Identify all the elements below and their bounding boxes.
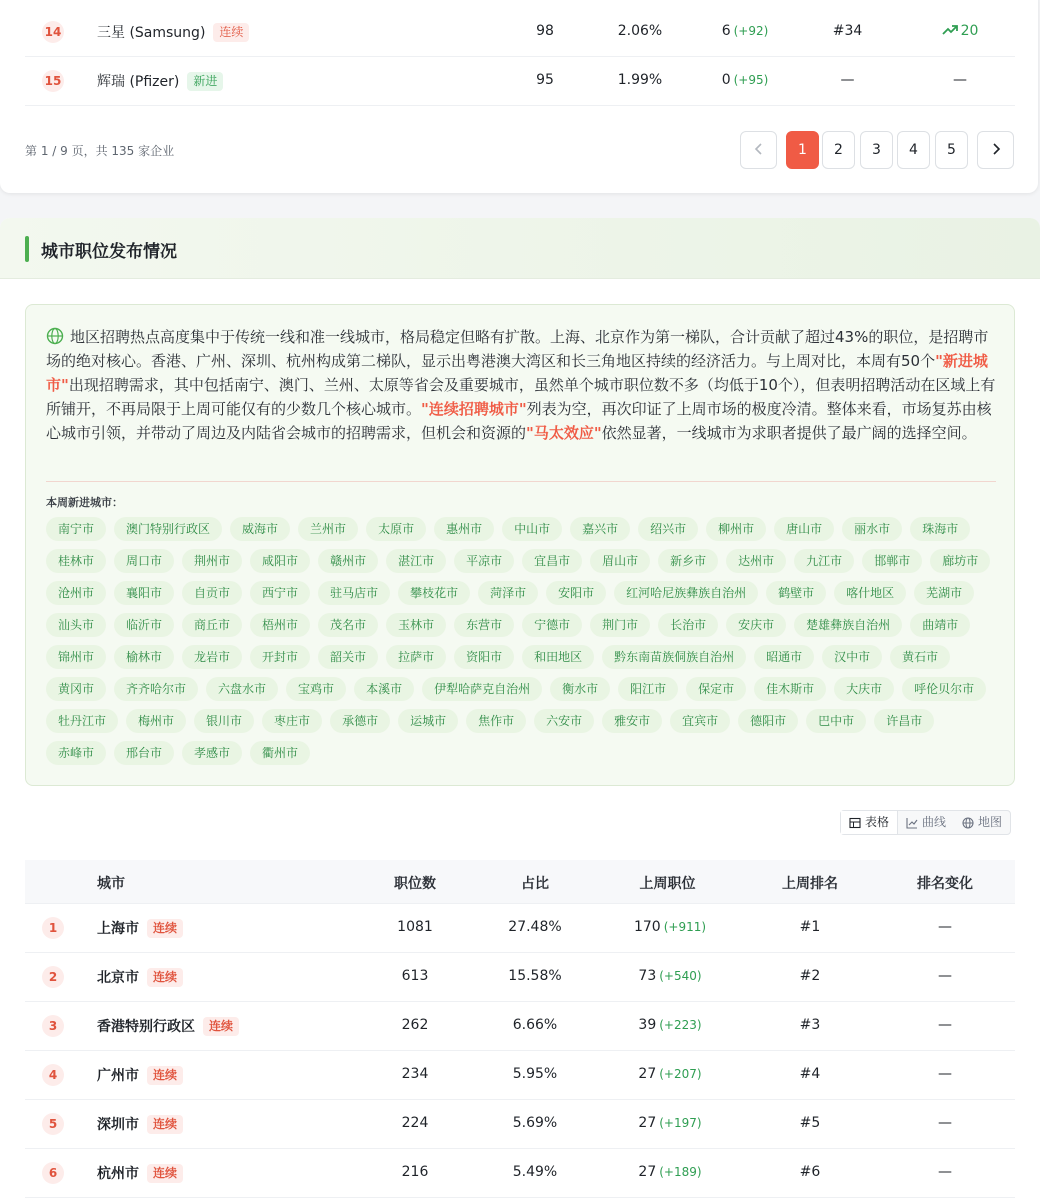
rank-badge: 3 [42,1015,64,1037]
col-header-change[interactable]: 排名变化 [917,876,973,892]
highlight-matthew-effect: "马太效应" [526,424,602,442]
city-chip[interactable]: 东营市 [454,613,514,637]
city-chip[interactable]: 兰州市 [298,517,358,541]
rank-change: — [938,1164,952,1180]
city-chip[interactable]: 眉山市 [590,549,650,573]
city-chip[interactable]: 佳木斯市 [754,677,826,701]
jobs-delta: (+223) [659,1018,702,1032]
city-chip[interactable]: 齐齐哈尔市 [114,677,198,701]
last-week-jobs [615,1066,725,1082]
jobs-count: 613 [401,968,429,984]
table-row[interactable] [25,8,1015,57]
rank-change: — [938,1115,952,1131]
city-name [97,1114,183,1134]
share-value: 2.06% [617,23,663,39]
city-chip[interactable]: 曲靖市 [910,613,970,637]
view-map-tab[interactable] [954,811,1010,834]
city-chip[interactable]: 芜湖市 [914,581,974,605]
page-button-1[interactable]: 1 [786,131,819,169]
city-chip[interactable]: 唐山市 [774,517,834,541]
page-button-3[interactable]: 3 [860,131,893,169]
table-row[interactable] [25,1051,1015,1100]
status-badge: 连续 [147,1066,183,1085]
city-name-text: 深圳市 [97,1117,139,1133]
status-badge: 连续 [147,1115,183,1134]
city-chip[interactable]: 驻马店市 [318,581,390,605]
city-chip[interactable]: 巴中市 [806,709,866,733]
city-chip[interactable]: 大庆市 [834,677,894,701]
jobs-delta: (+540) [659,969,702,983]
new-cities-list [46,517,996,765]
last-week-rank: #4 [799,1066,821,1082]
page-button-4[interactable]: 4 [897,131,930,169]
city-chip[interactable]: 赤峰市 [46,741,106,765]
col-header-jobs[interactable]: 职位数 [394,876,436,892]
city-chip[interactable]: 孝感市 [182,741,242,765]
col-header-last-jobs[interactable]: 上周职位 [639,876,696,892]
city-chip[interactable]: 安庆市 [726,613,786,637]
city-chip[interactable]: 临沂市 [114,613,174,637]
city-chip[interactable]: 衢州市 [250,741,310,765]
rank-badge: 2 [42,966,64,988]
city-chip[interactable]: 沧州市 [46,581,106,605]
city-chip[interactable]: 澳门特别行政区 [114,517,222,541]
section-header [0,218,1040,279]
last-week-rank: #5 [799,1115,821,1131]
city-chip[interactable]: 周口市 [114,549,174,573]
city-name-text: 北京市 [97,970,139,986]
city-chip[interactable]: 汕头市 [46,613,106,637]
company-name [97,71,223,91]
chevron-left-icon [754,142,764,156]
city-name [97,1163,183,1183]
city-summary-box [25,304,1015,786]
last-week-jobs-value: 170 [633,919,661,935]
company-name-text: 三星 (Samsung) [97,25,206,41]
section-accent-bar [25,236,29,262]
jobs-count: 262 [401,1017,429,1033]
city-chip[interactable]: 梧州市 [250,613,310,637]
city-chip[interactable]: 德阳市 [738,709,798,733]
summary-part: 依然显著，一线城市为求职者提供了最广阔的选择空间。 [601,424,977,442]
share-value: 6.66% [512,1017,558,1033]
last-week-rank: #3 [799,1017,821,1033]
city-chip[interactable]: 菏泽市 [478,581,538,605]
status-badge: 连续 [203,1017,239,1036]
last-week-rank: #34 [832,23,863,39]
city-chip[interactable]: 九江市 [794,549,854,573]
share-value: 1.99% [617,72,663,88]
jobs-count: 216 [401,1164,429,1180]
city-chip[interactable]: 中山市 [502,517,562,541]
city-chip[interactable]: 宜宾市 [670,709,730,733]
summary-part: 列表为空，再次印证了上周市场的极度冷清。整体来看，市场复苏由核心城市引领，并带动了周边及内陆省会城市的招聘需求，但机会和资源的 [46,400,992,442]
city-chip[interactable]: 珠海市 [910,517,970,541]
rank-badge: 5 [42,1113,64,1135]
summary-part: 地区招聘热点高度集中于传统一线和准一线城市，格局稳定但略有扩散。上海、北京作为第一梯队，合计贡献了超过43%的职位，是招聘市场的绝对核心。香港、广州、深圳、杭州构成第二梯队，显示出粤港澳大湾区和长三角地区持续的经济活力。与上周对比，本周有50个 [46,328,989,370]
city-name [97,1016,239,1036]
city-chip[interactable]: 黄冈市 [46,677,106,701]
city-chip[interactable]: 丽水市 [842,517,902,541]
city-chip[interactable]: 西宁市 [250,581,310,605]
rank-badge: 15 [42,70,64,92]
status-badge: 连续 [213,23,249,42]
city-chip[interactable]: 安阳市 [546,581,606,605]
last-week-jobs [615,1164,725,1180]
city-chip[interactable]: 六安市 [534,709,594,733]
chevron-right-icon [991,142,1001,156]
last-week-jobs [615,1115,725,1131]
city-chip[interactable]: 锦州市 [46,645,106,669]
city-chip[interactable]: 长治市 [658,613,718,637]
jobs-count: 224 [401,1115,429,1131]
city-chip[interactable]: 承德市 [330,709,390,733]
city-chip[interactable]: 红河哈尼族彝族自治州 [614,581,758,605]
city-chip[interactable]: 保定市 [686,677,746,701]
map-globe-icon [962,817,974,829]
city-chip[interactable]: 喀什地区 [834,581,906,605]
section-title: 城市职位发布情况 [41,242,177,262]
rank-badge: 14 [42,21,64,43]
share-value: 5.95% [512,1066,558,1082]
table-row[interactable] [25,1149,1015,1198]
table-row[interactable] [25,57,1015,106]
city-chip[interactable]: 襄阳市 [114,581,174,605]
city-chip[interactable]: 运城市 [398,709,458,733]
jobs-delta: (+197) [659,1116,702,1130]
city-chip[interactable]: 阳江市 [618,677,678,701]
new-cities-label: 本周新进城市： [46,496,123,509]
city-chip[interactable]: 威海市 [230,517,290,541]
city-chip[interactable]: 攀枝花市 [398,581,470,605]
status-badge: 连续 [147,1164,183,1183]
pagination-info: 第 1 / 9 页，共 135 家企业 [25,144,175,158]
city-chip[interactable]: 南宁市 [46,517,106,541]
rank-badge: 4 [42,1064,64,1086]
jobs-delta: (+92) [733,24,769,38]
table-row[interactable] [25,1100,1015,1149]
prev-page-button[interactable] [740,131,777,169]
status-badge: 新进 [187,72,223,91]
city-chip[interactable]: 榆林市 [114,645,174,669]
city-name-text: 广州市 [97,1068,139,1084]
view-map-label: 地图 [978,815,1003,829]
last-week-jobs-value: 39 [638,1017,657,1033]
view-curve-tab[interactable] [898,811,954,834]
line-chart-icon [906,817,918,829]
next-page-button[interactable] [977,131,1014,169]
view-curve-label: 曲线 [922,815,947,829]
city-chip[interactable]: 宁德市 [522,613,582,637]
company-name-text: 辉瑞 (Pfizer) [97,74,180,90]
last-week-jobs [615,1017,725,1033]
city-chip[interactable]: 商丘市 [182,613,242,637]
jobs-count: 234 [401,1066,429,1082]
rank-change: — [938,919,952,935]
city-chip[interactable]: 许昌市 [874,709,934,733]
jobs-count: 98 [536,23,554,39]
city-chip[interactable]: 枣庄市 [262,709,322,733]
view-table-tab[interactable] [841,811,898,834]
jobs-count: 95 [536,72,554,88]
city-chip[interactable]: 绍兴市 [638,517,698,541]
summary-part: 出现招聘需求，其中包括南宁、澳门、兰州、太原等省会及重要城市，虽然单个城市职位数不多（均低于10个），但表明招聘活动在区域上有所铺开，不再局限于上周可能仅有的少数几个核心城市。 [46,376,996,418]
company-name [97,22,249,42]
city-chip[interactable]: 宝鸡市 [286,677,346,701]
last-week-rank: #1 [799,919,821,935]
table-row[interactable] [25,904,1015,953]
share-value: 15.58% [508,968,562,984]
share-value: 27.48% [508,919,562,935]
city-chip[interactable]: 黔东南苗族侗族自治州 [602,645,746,669]
city-name [97,967,183,987]
city-name [97,1065,183,1085]
col-header-last-rank[interactable]: 上周排名 [782,876,838,892]
view-switch [840,810,1011,835]
city-chip[interactable]: 六盘水市 [206,677,278,701]
city-chip[interactable]: 银川市 [194,709,254,733]
city-chip[interactable]: 咸阳市 [250,549,310,573]
last-week-jobs [695,23,795,39]
col-header-city[interactable]: 城市 [97,876,125,892]
city-chip[interactable]: 赣州市 [318,549,378,573]
city-chip[interactable]: 荆州市 [182,549,242,573]
last-week-jobs-value: 27 [638,1164,657,1180]
city-name-text: 杭州市 [97,1166,139,1182]
status-badge: 连续 [147,968,183,987]
city-chip[interactable]: 本溪市 [354,677,414,701]
highlight-continuous-cities: "连续招聘城市" [421,400,527,418]
city-chip[interactable]: 邢台市 [114,741,174,765]
city-chip[interactable]: 自贡市 [182,581,242,605]
city-chip[interactable]: 衡水市 [550,677,610,701]
city-chip[interactable]: 荆门市 [590,613,650,637]
city-chip[interactable]: 呼伦贝尔市 [902,677,986,701]
last-week-jobs-value: 73 [638,968,657,984]
last-week-jobs-value: 27 [638,1115,657,1131]
city-name-text: 香港特别行政区 [97,1019,195,1035]
city-chip[interactable]: 龙岩市 [182,645,242,669]
highlight-new-cities: "新进城市" [46,352,988,394]
city-chip[interactable]: 邯郸市 [862,549,922,573]
city-chip[interactable]: 雅安市 [602,709,662,733]
city-chip[interactable]: 达州市 [726,549,786,573]
city-chip[interactable]: 嘉兴市 [570,517,630,541]
jobs-delta: (+207) [659,1067,702,1081]
jobs-delta: (+911) [663,920,707,934]
city-chip[interactable]: 太原市 [366,517,426,541]
city-chip[interactable]: 茂名市 [318,613,378,637]
city-chip[interactable]: 桂林市 [46,549,106,573]
jobs-count: 1081 [397,919,433,935]
last-week-jobs [615,919,725,935]
city-chip[interactable]: 梅州市 [126,709,186,733]
rank-change-value: 20 [960,23,979,39]
rank-change: — [953,72,967,88]
city-section-card [0,218,1040,1200]
city-name [97,918,183,938]
summary-text [46,325,996,445]
page-button-5[interactable]: 5 [935,131,968,169]
globe-icon [46,327,64,345]
city-chip[interactable]: 柳州市 [706,517,766,541]
last-week-jobs-value: 0 [721,72,731,88]
view-table-label: 表格 [865,815,890,829]
city-chip[interactable]: 宜昌市 [522,549,582,573]
rank-change [930,23,990,39]
table-icon [849,817,861,829]
company-table-card [0,0,1038,193]
table-row[interactable] [25,1002,1015,1051]
rank-badge: 1 [42,917,64,939]
rank-change: — [938,968,952,984]
trend-up-icon [942,24,958,36]
status-badge: 连续 [147,919,183,938]
summary-divider [46,481,996,482]
city-chip[interactable]: 伊犁哈萨克自治州 [422,677,542,701]
share-value: 5.49% [512,1164,558,1180]
city-chip[interactable]: 牡丹江市 [46,709,118,733]
last-week-jobs [695,72,795,88]
table-row[interactable] [25,953,1015,1002]
city-chip[interactable]: 楚雄彝族自治州 [794,613,902,637]
city-chip[interactable]: 昭通市 [754,645,814,669]
city-name-text: 上海市 [97,921,139,937]
jobs-delta: (+95) [733,73,769,87]
last-week-jobs [615,968,725,984]
city-chip[interactable]: 鹤壁市 [766,581,826,605]
jobs-delta: (+189) [659,1165,702,1179]
city-chip[interactable]: 黄石市 [890,645,950,669]
last-week-rank: — [840,72,855,88]
city-chip[interactable]: 汉中市 [822,645,882,669]
col-header-share[interactable]: 占比 [521,876,549,892]
city-chip[interactable]: 玉林市 [386,613,446,637]
city-chip[interactable]: 开封市 [250,645,310,669]
city-chip[interactable]: 湛江市 [386,549,446,573]
city-chip[interactable]: 资阳市 [454,645,514,669]
page-button-2[interactable]: 2 [822,131,855,169]
city-chip[interactable]: 平凉市 [454,549,514,573]
city-chip[interactable]: 焦作市 [466,709,526,733]
last-week-jobs-value: 6 [721,23,731,39]
city-chip[interactable]: 拉萨市 [386,645,446,669]
rank-badge: 6 [42,1162,64,1184]
city-chip[interactable]: 韶关市 [318,645,378,669]
city-chip[interactable]: 惠州市 [434,517,494,541]
last-week-rank: #6 [799,1164,821,1180]
share-value: 5.69% [512,1115,558,1131]
city-chip[interactable]: 廊坊市 [930,549,990,573]
city-table-header [25,860,1015,904]
city-chip[interactable]: 新乡市 [658,549,718,573]
last-week-jobs-value: 27 [638,1066,657,1082]
city-chip[interactable]: 和田地区 [522,645,594,669]
last-week-rank: #2 [799,968,821,984]
rank-change: — [938,1066,952,1082]
rank-change: — [938,1017,952,1033]
